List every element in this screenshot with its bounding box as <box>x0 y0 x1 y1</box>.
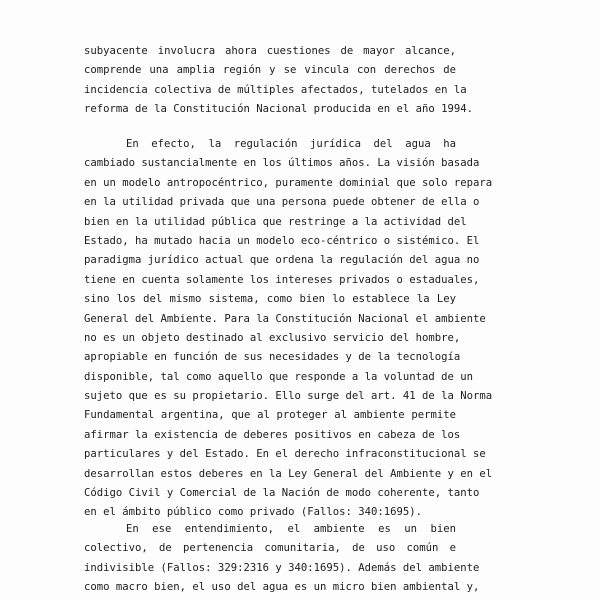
text-line: no es un objeto destinado al exclusivo servicio del hombre, <box>84 331 461 344</box>
text-line: En efecto, la regulación jurídica del agua ha <box>126 138 456 150</box>
text-line: apropiable en función de sus necesidades y de la tecnología <box>84 351 461 364</box>
text-line: colectivo, de pertenencia comunitaria, de uso común e <box>84 542 456 555</box>
text-line: como macro bien, el uso del agua es un micro bien ambiental y, <box>84 581 480 594</box>
text-line: reforma de la Constitución Nacional producida en el año 1994. <box>84 103 474 116</box>
paragraph-3 <box>84 520 480 598</box>
text-line: incidencia colectiva de múltiples afectados, tutelados en la <box>84 83 467 96</box>
text-line: paradigma jurídico actual que ordena la regulación del agua no <box>84 254 480 267</box>
text-line: desarrollan estos deberes en la Ley General del Ambiente y en el <box>84 467 493 480</box>
text-line: Estado, ha mutado hacia un modelo eco-céntrico o sistémico. El <box>84 234 480 247</box>
text-line: General del Ambiente. Para la Constitución Nacional el ambiente <box>84 312 486 325</box>
text-line: disponible, tal como aquello que responde a la voluntad de un <box>84 370 474 383</box>
text-line: indivisible (Fallos: 329:2316 y 340:1695). Además del ambiente <box>84 561 480 574</box>
text-line: en la utilidad privada que una persona puede obtener de ella o <box>84 196 480 209</box>
text-line: Fundamental argentina, que al proteger al ambiente permite <box>84 409 456 422</box>
text-line: comprende una amplia región y se vincula con derechos de <box>84 64 456 77</box>
text-line: en un modelo antropocéntrico, puramente dominial que solo repara <box>84 176 493 189</box>
text-line: sujeto que es su propietario. Ello surge del art. 41 de la Norma <box>84 390 493 403</box>
text-line: tiene en cuenta solamente los intereses privados o estaduales, <box>84 273 480 286</box>
text-line: bien en la utilidad pública que restringe a la actividad del <box>84 215 467 228</box>
text-line: en el ámbito público como privado (Fallos: 340:1695). <box>84 506 423 519</box>
text-line: afirmar la existencia de deberes positivos en cabeza de los <box>84 428 461 441</box>
paragraph-2 <box>84 135 493 523</box>
paragraph-1 <box>84 42 474 120</box>
text-line: En ese entendimiento, el ambiente es un bien <box>126 523 456 535</box>
text-line: subyacente involucra ahora cuestiones de mayor alcance, <box>84 45 456 57</box>
text-line: sino los del mismo sistema, como bien lo establece la Ley <box>84 293 456 306</box>
text-line: Código Civil y Comercial de la Nación de modo coherente, tanto <box>84 487 480 500</box>
text-line: cambiado sustancialmente en los últimos años. La visión basada <box>84 157 480 170</box>
text-line: particulares y del Estado. En el derecho infraconstitucional se <box>84 448 486 461</box>
